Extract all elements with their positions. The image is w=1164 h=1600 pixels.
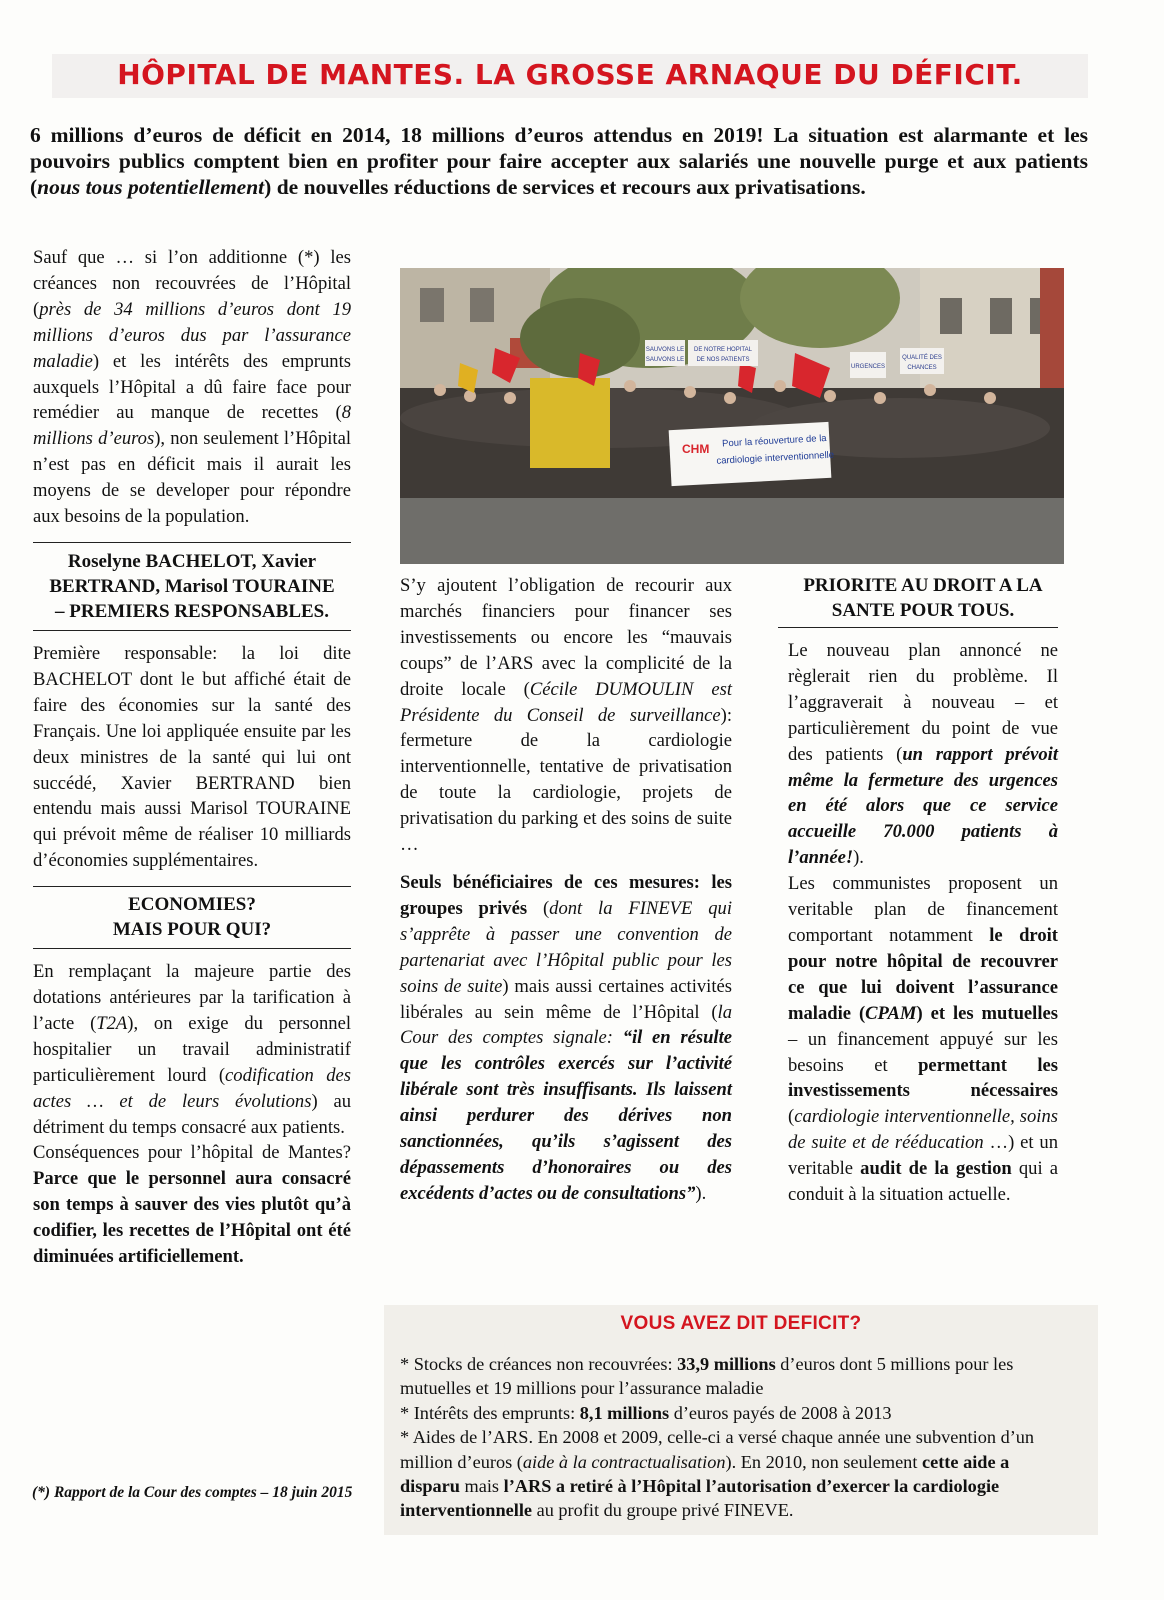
paragraph-consequences: Conséquences pour l’hôpital de Mantes? Parce que le personnel aura consacré son temps à sauver des vies plutôt qu’à codifier, les recettes de l’Hôpital ont été diminuées artificiellement. [33,1142,351,1268]
paragraph-beneficiaires: Seuls bénéficiaires de ces mesures: les groupes privés (dont la FINEVE qui s’apprête à passer une convention de partenariat avec l’Hôpital public pour les soins de suite) mais aussi certaines activités libérales au sein même de l’Hôpital (la Cour des comptes signale: “il en résulte que les contrôles exercés sur l’activité libérale sont très insuffisants. Ils laissent ainsi perdurer des dérives non sanctionnées, qu’ils s’agissent des dépassements d’honoraires ou des excédents d’actes ou de consultations”). [400,871,733,1204]
column-middle [400,573,732,1207]
lead-paragraph: 6 millions d’euros de déficit en 2014, 18 millions d’euros attendus en 2019! La situation est alarmante et les pouvoirs publics comptent bien en profiter pour faire accepter aux salariés une nouvelle purge et aux patients (nous tous potentiellement) de nouvelles réductions de services et recours aux privatisations. [30,123,1088,199]
banner-logo: CHM [682,442,710,456]
banner-text: Pour la réouverture de la [721,432,827,450]
protest-photo [400,268,1064,564]
sign-text: QUALITÉ DES [902,355,942,361]
paragraph-plan: Le nouveau plan annoncé ne règlerait rien du problème. Il l’aggraverait à nouveau – et particulièrement du point de vue des patients (un rapport prévoit même la fermeture des urgences en été alors que ce service accueille 70.000 patients à l’année!). [788,640,1058,869]
divider [33,948,351,949]
deficit-box-title: VOUS AVEZ DIT DEFICIT? [620,1313,862,1334]
section-heading-responsables: Roselyne BACHELOT, Xavier BERTRAND, Marisol TOURAINE – PREMIERS RESPONSABLES. [49,550,335,622]
paragraph-ars: S’y ajoutent l’obligation de recourir aux marchés financiers pour financer ses investissements ou encore les “mauvais coups” de l’ARS avec la complicité de la droite locale (Cécile DUMOULIN est Présidente du Conseil de surveillance): fermeture de la cardiologie interventionnelle, tentative de privatisation de toute la cardiologie, projets de privatisation du parking et des soins de suite … [400,575,732,856]
column-left [33,245,351,1270]
paragraph-t2a: En remplaçant la majeure partie des dotations antérieures par la tarification à l’acte (T2A), on exige du personnel hospitalier un travail administratif particulièrement lourd (codification des actes … et de leurs évolutions) au détriment du temps consacré aux patients. [33,961,352,1138]
box-line: * Stocks de créances non recouvrées: 33,9 millions d’euros dont 5 millions pour les mutuelles et 19 millions pour l’assurance maladie [400,1354,1014,1399]
box-line: * Intérêts des emprunts: 8,1 millions d’euros payés de 2008 à 2013 [400,1402,892,1423]
sign-text: URGENCES [850,364,886,370]
sign-text: SAUVONS LE [645,347,685,353]
section-heading-economies: ECONOMIES? MAIS POUR QUI? [112,894,272,941]
divider [778,627,1058,628]
intro-paragraph: Sauf que … si l’on additionne (*) les créances non recouvrées de l’Hôpital (près de 34 millions d’euros dont 19 millions d’euros dus par l’assurance maladie) et les intérêts des emprunts auxquels l’Hôpital a dû faire face pour remédier au manque de recettes (8 millions d’euros), non seulement l’Hôpital n’est pas en déficit mais il aurait les moyens de se developer pour répondre aux besoins de la population. [33,247,351,528]
protest-photo-illustration [400,268,1064,564]
box-line: * Aides de l’ARS. En 2008 et 2009, celle-ci a versé chaque année une subvention d’un million d’euros (aide à la contractualisation). En 2010, non seulement cette aide a disparu mais l’ARS a retiré à l’Hôpital l’autorisation d’exercer la cardiologie interventionnelle au profit du groupe privé FINEVE. [400,1427,1035,1521]
column-right [788,573,1058,1208]
banner-text: cardiologie interventionnelle [716,449,835,467]
paragraph-bachelot: Première responsable: la loi dite BACHELOT dont le but affiché était de faire des économies sur la santé des Français. Une loi appliquée ensuite par les deux ministres de la santé qui lui ont succédé, Xavier BERTRAND bien entendu mais aussi Marisol TOURAINE qui prévoit même de réaliser 10 milliards d’économies supplémentaires. [33,642,351,872]
sign-text: CHANCES [907,365,937,371]
sign-text: SAUVONS LE [645,357,685,363]
sign-text: DE NOTRE HOPITAL [694,347,752,353]
paragraph-communistes: Les communistes proposent un veritable plan de financement comportant notamment le droit pour notre hôpital de recouvrer ce que lui doivent l’assurance maladie (CPAM) et les mutuelles – un financement appuyé sur les besoins et permettant les investissements nécessaires (cardiologie interventionnelle, soins de suite et de rééducation …) et un veritable audit de la gestion qui a conduit à la situation actuelle. [788,873,1058,1206]
page-title: HÔPITAL DE MANTES. LA GROSSE ARNAQUE DU DÉFICIT. [117,58,1023,91]
footnote: (*) Rapport de la Cour des comptes – 18 juin 2015 [32,1484,353,1501]
section-heading-priorite: PRIORITE AU DROIT A LA SANTE POUR TOUS. [803,575,1043,621]
divider [33,630,351,631]
deficit-box-text [400,1352,1072,1523]
sign-text: DE NOS PATIENTS [696,357,750,363]
